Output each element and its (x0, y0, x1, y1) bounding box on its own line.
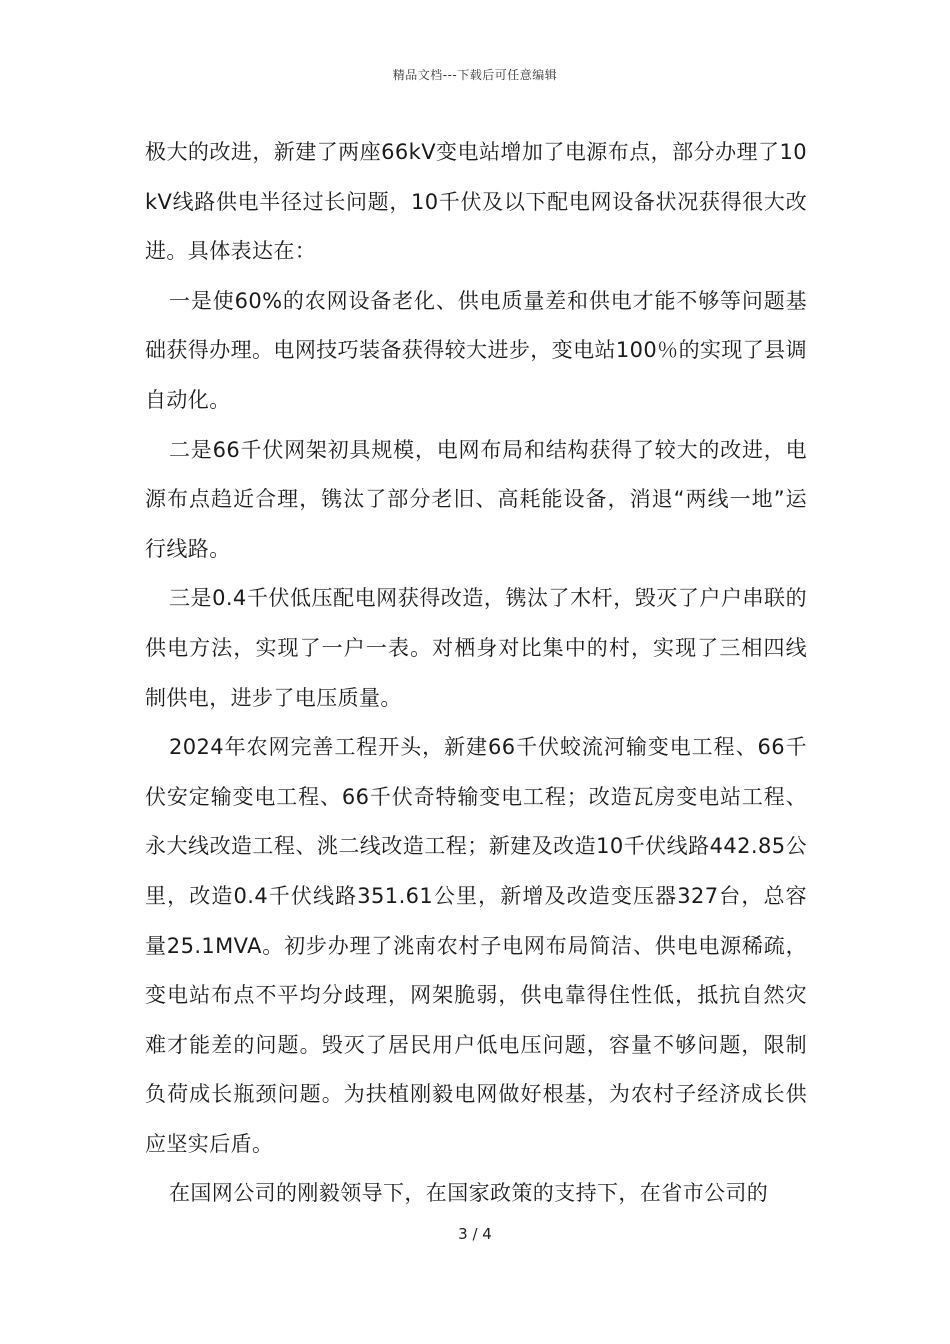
paragraph-2024-project: 2024年农网完善工程开头，新建66千伏蛟流河输变电工程、66千伏安定输变电工程、66千伏奇特输变电工程；改造瓦房变电站工程、永大线改造工程、洮二线改造工程；新建及改造10千伏线路442.85公里，改造0.4千伏线路351.61公里，新增及改造变压器327台，总容量25.1MVA。初步办理了洮南农村子电网布局简洁、供电电源稀疏，变电站布点不平均分歧理，网架脆弱，供电靠得住性低，抵抗自然灾难才能差的问题。毁灭了居民用户低电压问题，容量不够问题，限制负荷成长瓶颈问题。为扶植刚毅电网做好根基，为农村子经济成长供应坚实后盾。 (145, 735, 807, 1156)
paragraph-point-two: 二是66千伏网架初具规模，电网布局和结构获得了较大的改进，电源布点趋近合理，镌汰了部分老旧、高耗能设备，消退“两线一地”运行线路。 (145, 437, 807, 561)
page-header: 精品文档---下载后可任意编辑 (392, 68, 558, 82)
page-number: 3 / 4 (458, 1225, 492, 1243)
paragraph-continuation: 极大的改进，新建了两座66kV变电站增加了电源布点，部分办理了10kV线路供电半径过长问题，10千伏及以下配电网设备状况获得很大改进。具体表达在： (145, 140, 807, 264)
paragraph-closing: 在国网公司的刚毅领导下，在国家政策的支持下，在省市公司的 (169, 1181, 769, 1206)
paragraph-point-one: 一是使60%的农网设备老化、供电质量差和供电才能不够等问题基础获得办理。电网技巧装备获得较大进步，变电站100％的实现了县调自动化。 (145, 288, 807, 412)
document-body (145, 128, 807, 1219)
paragraph-point-three: 三是0.4千伏低压配电网获得改造，镌汰了木杆，毁灭了户户串联的供电方法，实现了一户一表。对栖身对比集中的村，实现了三相四线制供电，进步了电压质量。 (145, 586, 807, 710)
